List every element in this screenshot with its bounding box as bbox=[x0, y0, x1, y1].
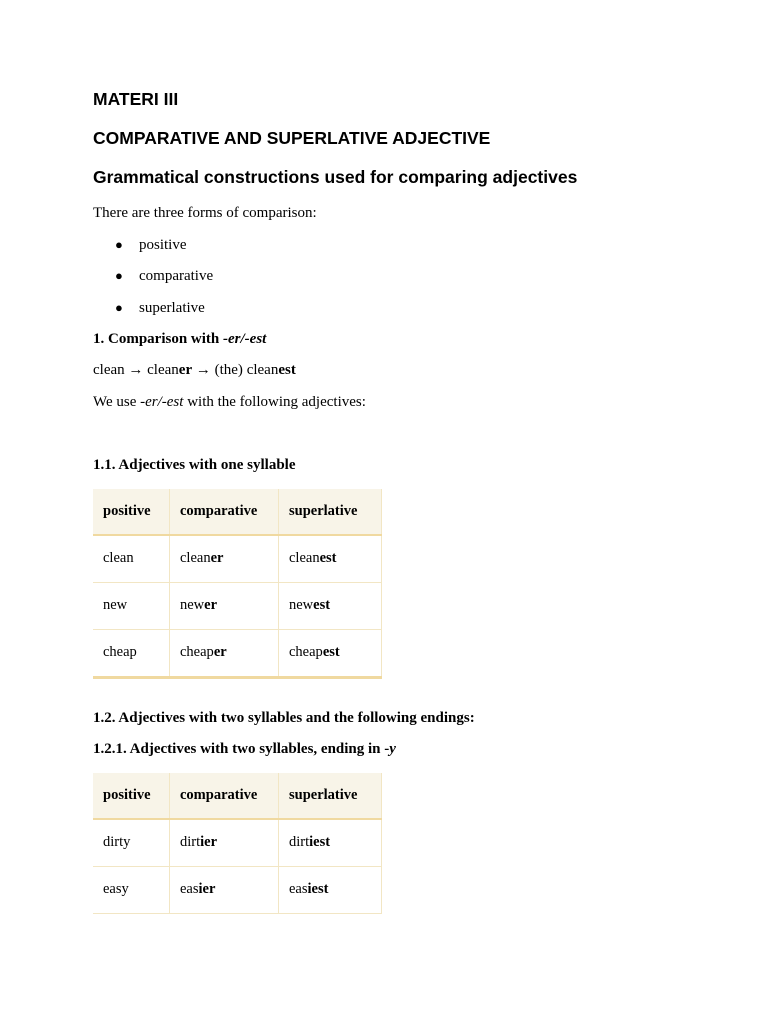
table-row bbox=[93, 867, 382, 914]
cell-positive: new bbox=[93, 583, 170, 630]
cell-comparative: dirtier bbox=[170, 819, 279, 867]
header-superlative: superlative bbox=[279, 489, 382, 535]
cell-superlative: cheapest bbox=[279, 630, 382, 678]
section11-title: 1.1. Adjectives with one syllable bbox=[93, 457, 296, 473]
table-row bbox=[93, 819, 382, 867]
subtitle-heading: Grammatical constructions used for comparing adjectives bbox=[93, 167, 578, 187]
cell-positive: clean bbox=[93, 535, 170, 583]
cell-positive: cheap bbox=[93, 630, 170, 678]
cell-comparative: newer bbox=[170, 583, 279, 630]
list-item: ● positive bbox=[115, 237, 187, 253]
one-syllable-table bbox=[93, 489, 382, 679]
table-header-row bbox=[93, 773, 382, 819]
table-header-row bbox=[93, 489, 382, 535]
header-comparative: comparative bbox=[170, 489, 279, 535]
header-positive: positive bbox=[93, 773, 170, 819]
cell-positive: dirty bbox=[93, 819, 170, 867]
section1-usage: We use -er/-est with the following adjectives: bbox=[93, 394, 366, 410]
two-syllable-y-table bbox=[93, 773, 382, 914]
header-comparative: comparative bbox=[170, 773, 279, 819]
cell-positive: easy bbox=[93, 867, 170, 914]
topic-heading: COMPARATIVE AND SUPERLATIVE ADJECTIVE bbox=[93, 128, 491, 148]
materi-heading: MATERI III bbox=[93, 89, 179, 109]
intro-text: There are three forms of comparison: bbox=[93, 205, 317, 221]
cell-superlative: easiest bbox=[279, 867, 382, 914]
list-item: ● superlative bbox=[115, 300, 205, 316]
cell-comparative: cheaper bbox=[170, 630, 279, 678]
cell-superlative: cleanest bbox=[279, 535, 382, 583]
section121-title: 1.2.1. Adjectives with two syllables, ending in -y bbox=[93, 741, 396, 757]
section12-title: 1.2. Adjectives with two syllables and the following endings: bbox=[93, 710, 475, 726]
table-row bbox=[93, 630, 382, 678]
cell-superlative: newest bbox=[279, 583, 382, 630]
list-item: ● comparative bbox=[115, 268, 214, 284]
table-row bbox=[93, 535, 382, 583]
header-superlative: superlative bbox=[279, 773, 382, 819]
header-positive: positive bbox=[93, 489, 170, 535]
cell-comparative: cleaner bbox=[170, 535, 279, 583]
table-row bbox=[93, 583, 382, 630]
section1-title: 1. Comparison with -er/-est bbox=[93, 331, 267, 347]
cell-superlative: dirtiest bbox=[279, 819, 382, 867]
cell-comparative: easier bbox=[170, 867, 279, 914]
section1-example: clean → cleaner → (the) cleanest bbox=[93, 362, 296, 378]
